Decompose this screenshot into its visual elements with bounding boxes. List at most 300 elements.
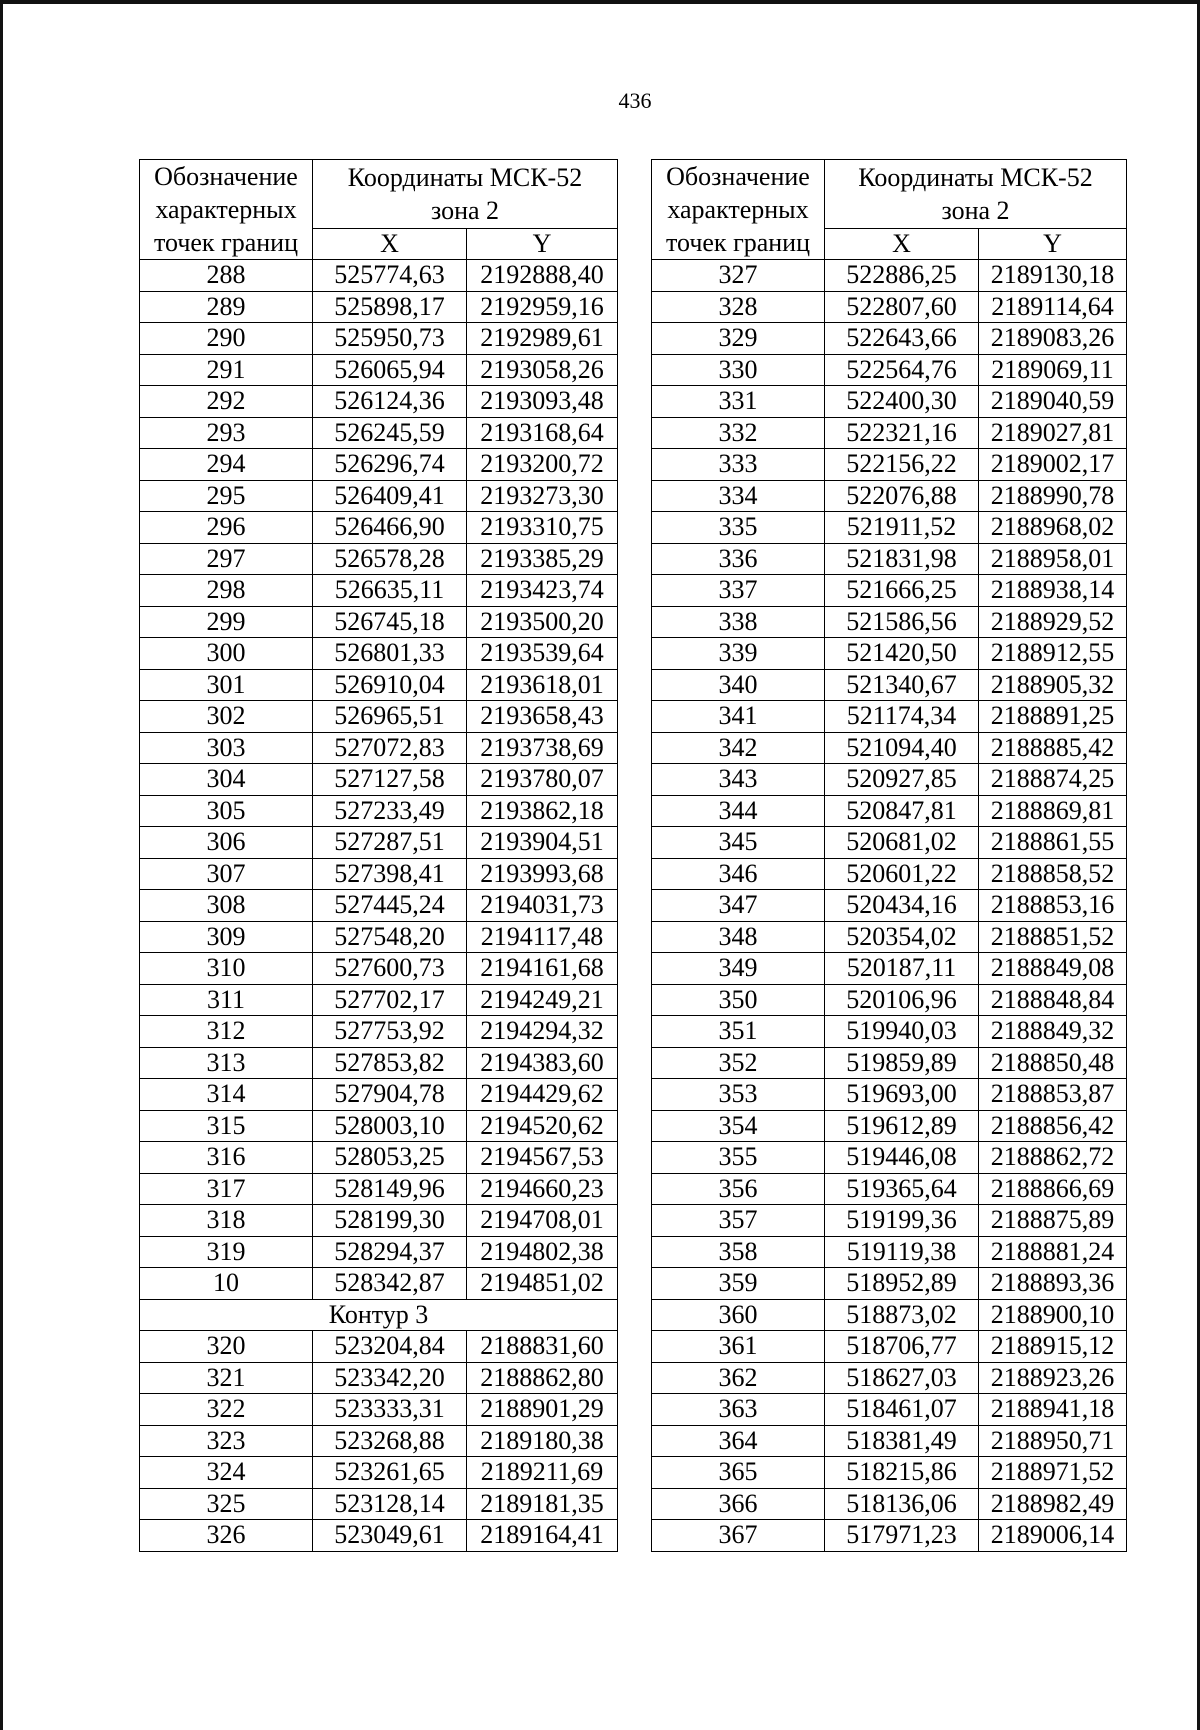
x-coordinate-cell: 528053,25: [313, 1142, 467, 1174]
point-number-cell: 305: [140, 795, 313, 827]
table-row: [652, 449, 1127, 481]
y-coordinate-cell: 2194249,21: [467, 984, 618, 1016]
header-designation-line: характерных: [667, 195, 809, 224]
x-coordinate-cell: 517971,23: [825, 1520, 979, 1552]
x-coordinate-cell: 519940,03: [825, 1016, 979, 1048]
x-coordinate-cell: 526124,36: [313, 386, 467, 418]
point-number-cell: 339: [652, 638, 825, 670]
y-coordinate-cell: 2188881,24: [979, 1236, 1127, 1268]
header-coordinates-line: Координаты МСК-52: [858, 162, 1093, 192]
table-row: [140, 764, 618, 796]
y-coordinate-cell: 2188866,69: [979, 1173, 1127, 1205]
y-coordinate-cell: 2188929,52: [979, 606, 1127, 638]
table-row: [140, 1488, 618, 1520]
y-coordinate-cell: 2188891,25: [979, 701, 1127, 733]
x-coordinate-cell: 521420,50: [825, 638, 979, 670]
table-row: [140, 984, 618, 1016]
y-coordinate-cell: 2188856,42: [979, 1110, 1127, 1142]
y-coordinate-cell: 2193904,51: [467, 827, 618, 859]
point-number-cell: 335: [652, 512, 825, 544]
header-coordinates: [825, 160, 1127, 229]
x-coordinate-cell: 519119,38: [825, 1236, 979, 1268]
point-number-cell: 355: [652, 1142, 825, 1174]
x-coordinate-cell: 520434,16: [825, 890, 979, 922]
x-coordinate-cell: 522400,30: [825, 386, 979, 418]
point-number-cell: 332: [652, 417, 825, 449]
table-row: [140, 1205, 618, 1237]
header-designation-line: характерных: [155, 195, 297, 224]
y-coordinate-cell: 2188958,01: [979, 543, 1127, 575]
y-coordinate-cell: 2193500,20: [467, 606, 618, 638]
table-row: [140, 701, 618, 733]
table-row: [652, 417, 1127, 449]
table-row: [652, 1299, 1127, 1331]
x-coordinate-cell: 521340,67: [825, 669, 979, 701]
point-number-cell: 10: [140, 1268, 313, 1300]
point-number-cell: 345: [652, 827, 825, 859]
x-coordinate-cell: 527600,73: [313, 953, 467, 985]
coordinates-table-left: [139, 159, 618, 1552]
y-coordinate-cell: 2189083,26: [979, 323, 1127, 355]
y-coordinate-cell: 2188862,80: [467, 1362, 618, 1394]
y-coordinate-cell: 2188982,49: [979, 1488, 1127, 1520]
y-coordinate-cell: 2188875,89: [979, 1205, 1127, 1237]
header-coordinates-line: Координаты МСК-52: [347, 162, 583, 192]
point-number-cell: 352: [652, 1047, 825, 1079]
point-number-cell: 303: [140, 732, 313, 764]
table-row: [652, 890, 1127, 922]
header-designation-line: точек границ: [665, 228, 811, 257]
x-coordinate-cell: 522564,76: [825, 354, 979, 386]
table-row: [140, 827, 618, 859]
y-coordinate-cell: 2194294,32: [467, 1016, 618, 1048]
table-row: [652, 732, 1127, 764]
y-coordinate-cell: 2193618,01: [467, 669, 618, 701]
y-coordinate-cell: 2194161,68: [467, 953, 618, 985]
point-number-cell: 296: [140, 512, 313, 544]
table-row: [652, 354, 1127, 386]
y-coordinate-cell: 2192888,40: [467, 260, 618, 292]
table-row: [140, 606, 618, 638]
table-row: [652, 1457, 1127, 1489]
x-coordinate-cell: 527072,83: [313, 732, 467, 764]
table-row: [140, 1110, 618, 1142]
point-number-cell: 353: [652, 1079, 825, 1111]
y-coordinate-cell: 2194117,48: [467, 921, 618, 953]
point-number-cell: 347: [652, 890, 825, 922]
x-coordinate-cell: 526466,90: [313, 512, 467, 544]
point-number-cell: 334: [652, 480, 825, 512]
y-coordinate-cell: 2193738,69: [467, 732, 618, 764]
table-row: [140, 1173, 618, 1205]
table-row: [652, 260, 1127, 292]
table-row: [140, 858, 618, 890]
x-coordinate-cell: 526296,74: [313, 449, 467, 481]
x-coordinate-cell: 526745,18: [313, 606, 467, 638]
point-number-cell: 362: [652, 1362, 825, 1394]
x-coordinate-cell: 520187,11: [825, 953, 979, 985]
x-coordinate-cell: 528294,37: [313, 1236, 467, 1268]
x-coordinate-cell: 527398,41: [313, 858, 467, 890]
point-number-cell: 307: [140, 858, 313, 890]
x-coordinate-cell: 521586,56: [825, 606, 979, 638]
point-number-cell: 359: [652, 1268, 825, 1300]
table-row: [652, 1520, 1127, 1552]
point-number-cell: 346: [652, 858, 825, 890]
table-row: [652, 291, 1127, 323]
y-coordinate-cell: 2194567,53: [467, 1142, 618, 1174]
x-coordinate-cell: 522886,25: [825, 260, 979, 292]
x-coordinate-cell: 520927,85: [825, 764, 979, 796]
table-row: [652, 543, 1127, 575]
point-number-cell: 327: [652, 260, 825, 292]
y-coordinate-cell: 2188905,32: [979, 669, 1127, 701]
x-coordinate-cell: 519859,89: [825, 1047, 979, 1079]
x-coordinate-cell: 518136,06: [825, 1488, 979, 1520]
x-coordinate-cell: 521094,40: [825, 732, 979, 764]
y-coordinate-cell: 2193093,48: [467, 386, 618, 418]
table-row: [652, 638, 1127, 670]
x-coordinate-cell: 523342,20: [313, 1362, 467, 1394]
y-coordinate-cell: 2188874,25: [979, 764, 1127, 796]
y-coordinate-cell: 2193423,74: [467, 575, 618, 607]
table-row: [652, 1236, 1127, 1268]
y-coordinate-cell: 2189164,41: [467, 1520, 618, 1552]
point-number-cell: 309: [140, 921, 313, 953]
y-coordinate-cell: 2194383,60: [467, 1047, 618, 1079]
table-row: [652, 1110, 1127, 1142]
x-coordinate-cell: 528003,10: [313, 1110, 467, 1142]
x-coordinate-cell: 527702,17: [313, 984, 467, 1016]
header-x: X: [825, 228, 979, 260]
point-number-cell: 349: [652, 953, 825, 985]
y-coordinate-cell: 2188849,08: [979, 953, 1127, 985]
x-coordinate-cell: 526965,51: [313, 701, 467, 733]
table-row: [140, 1362, 618, 1394]
point-number-cell: 290: [140, 323, 313, 355]
point-number-cell: 306: [140, 827, 313, 859]
point-number-cell: 363: [652, 1394, 825, 1426]
point-number-cell: 323: [140, 1425, 313, 1457]
table-row: [652, 1268, 1127, 1300]
table-row: [140, 890, 618, 922]
x-coordinate-cell: 521911,52: [825, 512, 979, 544]
table-row: [140, 1457, 618, 1489]
x-coordinate-cell: 518461,07: [825, 1394, 979, 1426]
y-coordinate-cell: 2188853,16: [979, 890, 1127, 922]
x-coordinate-cell: 518873,02: [825, 1299, 979, 1331]
contour-section: [140, 1299, 618, 1331]
x-coordinate-cell: 522643,66: [825, 323, 979, 355]
left-rows-after: [140, 1331, 618, 1552]
point-number-cell: 326: [140, 1520, 313, 1552]
point-number-cell: 311: [140, 984, 313, 1016]
table-row: [652, 953, 1127, 985]
y-coordinate-cell: 2188831,60: [467, 1331, 618, 1363]
y-coordinate-cell: 2193058,26: [467, 354, 618, 386]
x-coordinate-cell: 518627,03: [825, 1362, 979, 1394]
table-row: [140, 921, 618, 953]
x-coordinate-cell: 526910,04: [313, 669, 467, 701]
point-number-cell: 331: [652, 386, 825, 418]
point-number-cell: 340: [652, 669, 825, 701]
table-row: [652, 1047, 1127, 1079]
table-row: [652, 1362, 1127, 1394]
table-row: [652, 512, 1127, 544]
x-coordinate-cell: 527445,24: [313, 890, 467, 922]
x-coordinate-cell: 519446,08: [825, 1142, 979, 1174]
y-coordinate-cell: 2188901,29: [467, 1394, 618, 1426]
table-row: [652, 1142, 1127, 1174]
table-row: [140, 260, 618, 292]
point-number-cell: 322: [140, 1394, 313, 1426]
x-coordinate-cell: 523261,65: [313, 1457, 467, 1489]
x-coordinate-cell: 527904,78: [313, 1079, 467, 1111]
x-coordinate-cell: 522076,88: [825, 480, 979, 512]
x-coordinate-cell: 525898,17: [313, 291, 467, 323]
y-coordinate-cell: 2189002,17: [979, 449, 1127, 481]
table-row: [652, 575, 1127, 607]
coordinates-table-right: [651, 159, 1127, 1552]
point-number-cell: 295: [140, 480, 313, 512]
table-row: [652, 1331, 1127, 1363]
point-number-cell: 356: [652, 1173, 825, 1205]
point-number-cell: 358: [652, 1236, 825, 1268]
x-coordinate-cell: 522156,22: [825, 449, 979, 481]
x-coordinate-cell: 527753,92: [313, 1016, 467, 1048]
point-number-cell: 366: [652, 1488, 825, 1520]
y-coordinate-cell: 2194520,62: [467, 1110, 618, 1142]
x-coordinate-cell: 522321,16: [825, 417, 979, 449]
table-row: [652, 1016, 1127, 1048]
x-coordinate-cell: 526578,28: [313, 543, 467, 575]
y-coordinate-cell: 2188851,52: [979, 921, 1127, 953]
x-coordinate-cell: 526409,41: [313, 480, 467, 512]
table-row: [652, 323, 1127, 355]
y-coordinate-cell: 2189181,35: [467, 1488, 618, 1520]
table-row: [652, 1205, 1127, 1237]
table-row: [652, 386, 1127, 418]
point-number-cell: 320: [140, 1331, 313, 1363]
y-coordinate-cell: 2189069,11: [979, 354, 1127, 386]
y-coordinate-cell: 2189027,81: [979, 417, 1127, 449]
x-coordinate-cell: 519693,00: [825, 1079, 979, 1111]
x-coordinate-cell: 526635,11: [313, 575, 467, 607]
point-number-cell: 317: [140, 1173, 313, 1205]
y-coordinate-cell: 2188850,48: [979, 1047, 1127, 1079]
header-designation-line: Обозначение: [154, 162, 298, 191]
table-row: [140, 354, 618, 386]
point-number-cell: 364: [652, 1425, 825, 1457]
x-coordinate-cell: 519199,36: [825, 1205, 979, 1237]
point-number-cell: 302: [140, 701, 313, 733]
table-row: [652, 1394, 1127, 1426]
y-coordinate-cell: 2188861,55: [979, 827, 1127, 859]
point-number-cell: 318: [140, 1205, 313, 1237]
table-row: [652, 606, 1127, 638]
y-coordinate-cell: 2188968,02: [979, 512, 1127, 544]
table-row: [652, 669, 1127, 701]
y-coordinate-cell: 2193310,75: [467, 512, 618, 544]
header-designation-line: точек границ: [153, 228, 299, 257]
y-coordinate-cell: 2193993,68: [467, 858, 618, 890]
y-coordinate-cell: 2192989,61: [467, 323, 618, 355]
point-number-cell: 343: [652, 764, 825, 796]
point-number-cell: 357: [652, 1205, 825, 1237]
table-row: [140, 480, 618, 512]
table-row: [140, 795, 618, 827]
header-coordinates-line: зона 2: [941, 195, 1010, 225]
x-coordinate-cell: 528199,30: [313, 1205, 467, 1237]
point-number-cell: 341: [652, 701, 825, 733]
point-number-cell: 338: [652, 606, 825, 638]
y-coordinate-cell: 2188869,81: [979, 795, 1127, 827]
x-coordinate-cell: 520681,02: [825, 827, 979, 859]
point-number-cell: 301: [140, 669, 313, 701]
y-coordinate-cell: 2188923,26: [979, 1362, 1127, 1394]
x-coordinate-cell: 527548,20: [313, 921, 467, 953]
point-number-cell: 321: [140, 1362, 313, 1394]
y-coordinate-cell: 2194429,62: [467, 1079, 618, 1111]
x-coordinate-cell: 527127,58: [313, 764, 467, 796]
table-row: [140, 323, 618, 355]
table-row: [140, 1331, 618, 1363]
x-coordinate-cell: 518706,77: [825, 1331, 979, 1363]
y-coordinate-cell: 2188950,71: [979, 1425, 1127, 1457]
point-number-cell: 337: [652, 575, 825, 607]
point-number-cell: 299: [140, 606, 313, 638]
y-coordinate-cell: 2188862,72: [979, 1142, 1127, 1174]
y-coordinate-cell: 2188938,14: [979, 575, 1127, 607]
header-designation: [652, 160, 825, 260]
y-coordinate-cell: 2194031,73: [467, 890, 618, 922]
y-coordinate-cell: 2194851,02: [467, 1268, 618, 1300]
point-number-cell: 291: [140, 354, 313, 386]
table-row: [140, 669, 618, 701]
y-coordinate-cell: 2193539,64: [467, 638, 618, 670]
y-coordinate-cell: 2193658,43: [467, 701, 618, 733]
y-coordinate-cell: 2188900,10: [979, 1299, 1127, 1331]
header-x: X: [313, 228, 467, 260]
x-coordinate-cell: 523049,61: [313, 1520, 467, 1552]
point-number-cell: 330: [652, 354, 825, 386]
x-coordinate-cell: 523128,14: [313, 1488, 467, 1520]
point-number-cell: 365: [652, 1457, 825, 1489]
y-coordinate-cell: 2189114,64: [979, 291, 1127, 323]
table-row: [140, 512, 618, 544]
contour-label: Контур 3: [140, 1299, 618, 1331]
table-row: [140, 1079, 618, 1111]
table-row: [140, 417, 618, 449]
x-coordinate-cell: 520106,96: [825, 984, 979, 1016]
point-number-cell: 336: [652, 543, 825, 575]
x-coordinate-cell: 525950,73: [313, 323, 467, 355]
y-coordinate-cell: 2188941,18: [979, 1394, 1127, 1426]
point-number-cell: 315: [140, 1110, 313, 1142]
point-number-cell: 293: [140, 417, 313, 449]
y-coordinate-cell: 2188971,52: [979, 1457, 1127, 1489]
table-row: [140, 1016, 618, 1048]
y-coordinate-cell: 2194802,38: [467, 1236, 618, 1268]
point-number-cell: 319: [140, 1236, 313, 1268]
point-number-cell: 329: [652, 323, 825, 355]
table-row: [652, 1173, 1127, 1205]
y-coordinate-cell: 2188848,84: [979, 984, 1127, 1016]
table-row: [652, 1425, 1127, 1457]
table-row: [140, 543, 618, 575]
header-coordinates-line: зона 2: [430, 195, 500, 225]
y-coordinate-cell: 2193862,18: [467, 795, 618, 827]
x-coordinate-cell: 523333,31: [313, 1394, 467, 1426]
point-number-cell: 310: [140, 953, 313, 985]
header-designation-line: Обозначение: [666, 162, 810, 191]
y-coordinate-cell: 2188990,78: [979, 480, 1127, 512]
x-coordinate-cell: 523268,88: [313, 1425, 467, 1457]
x-coordinate-cell: 525774,63: [313, 260, 467, 292]
point-number-cell: 316: [140, 1142, 313, 1174]
x-coordinate-cell: 523204,84: [313, 1331, 467, 1363]
y-coordinate-cell: 2193200,72: [467, 449, 618, 481]
y-coordinate-cell: 2188849,32: [979, 1016, 1127, 1048]
y-coordinate-cell: 2193273,30: [467, 480, 618, 512]
x-coordinate-cell: 521831,98: [825, 543, 979, 575]
table-row: [140, 449, 618, 481]
y-coordinate-cell: 2193780,07: [467, 764, 618, 796]
point-number-cell: 342: [652, 732, 825, 764]
y-coordinate-cell: 2193385,29: [467, 543, 618, 575]
table-row: [140, 1425, 618, 1457]
y-coordinate-cell: 2188915,12: [979, 1331, 1127, 1363]
x-coordinate-cell: 527233,49: [313, 795, 467, 827]
header-y: Y: [467, 228, 618, 260]
x-coordinate-cell: 528342,87: [313, 1268, 467, 1300]
table-row: [140, 638, 618, 670]
left-rows-before: [140, 260, 618, 1300]
table-row: [140, 291, 618, 323]
table-row: [652, 1079, 1127, 1111]
y-coordinate-cell: 2189180,38: [467, 1425, 618, 1457]
point-number-cell: 292: [140, 386, 313, 418]
point-number-cell: 367: [652, 1520, 825, 1552]
point-number-cell: 350: [652, 984, 825, 1016]
x-coordinate-cell: 520601,22: [825, 858, 979, 890]
point-number-cell: 298: [140, 575, 313, 607]
x-coordinate-cell: 518952,89: [825, 1268, 979, 1300]
point-number-cell: 289: [140, 291, 313, 323]
x-coordinate-cell: 518215,86: [825, 1457, 979, 1489]
table-row: [652, 795, 1127, 827]
table-row: [652, 827, 1127, 859]
point-number-cell: 314: [140, 1079, 313, 1111]
x-coordinate-cell: 526245,59: [313, 417, 467, 449]
point-number-cell: 324: [140, 1457, 313, 1489]
table-row: [652, 1488, 1127, 1520]
table-row: [140, 386, 618, 418]
point-number-cell: 354: [652, 1110, 825, 1142]
point-number-cell: 312: [140, 1016, 313, 1048]
y-coordinate-cell: 2192959,16: [467, 291, 618, 323]
x-coordinate-cell: 528149,96: [313, 1173, 467, 1205]
table-row: [652, 984, 1127, 1016]
x-coordinate-cell: 521666,25: [825, 575, 979, 607]
y-coordinate-cell: 2188858,52: [979, 858, 1127, 890]
header-coordinates: [313, 160, 618, 229]
x-coordinate-cell: 518381,49: [825, 1425, 979, 1457]
point-number-cell: 325: [140, 1488, 313, 1520]
table-row: [652, 701, 1127, 733]
table-row: [140, 1047, 618, 1079]
contour-row: [140, 1299, 618, 1331]
